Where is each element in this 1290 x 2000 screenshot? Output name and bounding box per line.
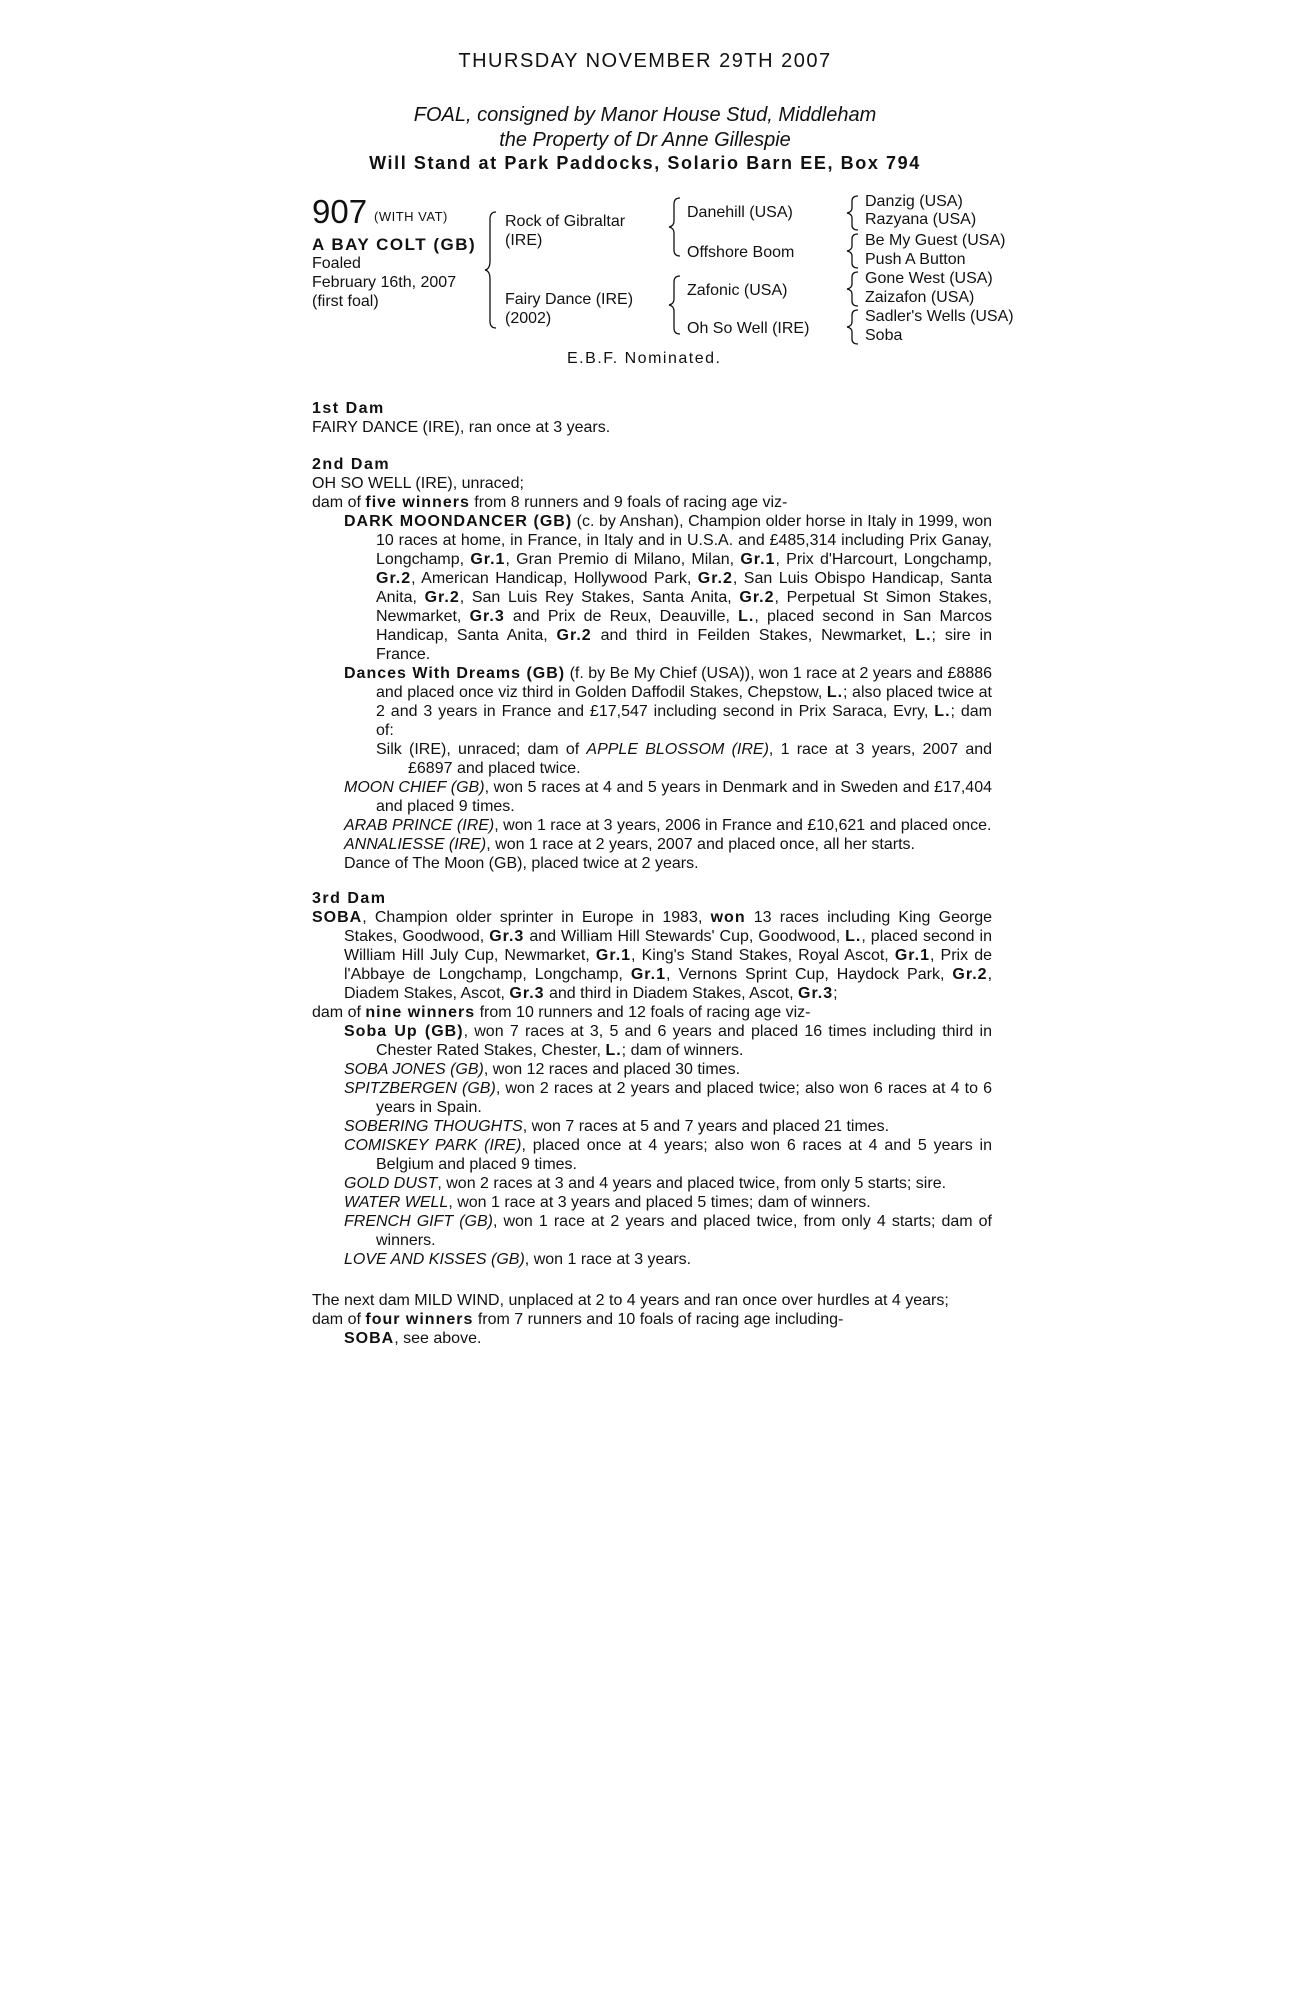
produce-annaliesse: ANNALIESSE (IRE), won 1 race at 2 years, 2007 and placed once, all her starts. [344,836,915,853]
pedigree-sire-dam: Offshore Boom [687,244,795,261]
pedigree-gen3-7: Sadler's Wells (USA) [865,308,1014,325]
second-dam-heading: 2nd Dam [312,456,391,473]
produce-dark-moondancer: DARK MOONDANCER (GB) (c. by Anshan), Champion older horse in Italy in 1999, won 10 races at home, in France, in Italy and in U.S.A. and £485,314 including Prix Ganay, Longchamp, Gr.1, Gran Premio di Milano, Milan, Gr.1, Prix d'Harcourt, Longchamp, Gr.2, American Handicap, Hollywood Park, Gr.2, San Luis Obispo Handicap, Santa Anita, Gr.2, San Luis Rey Stakes, Santa Anita, Gr.2, Perpetual St Simon Stakes, Newmarket, Gr.3 and Prix de Reux, Deauville, L., placed second in San Marcos Handicap, Santa Anita, Gr.2 and third in Feilden Stakes, Newmarket, L.; sire in France. [344,513,993,663]
produce-gold-dust: GOLD DUST, won 2 races at 3 and 4 years and placed twice, from only 5 starts; sire. [344,1175,947,1192]
produce-comiskey-park: COMISKEY PARK (IRE), placed once at 4 years; also won 6 races at 4 and 5 years in Belgium and placed 9 times. [344,1137,992,1173]
pedigree-gen3-1: Danzig (USA) [865,193,963,210]
ebf-nomination: E.B.F. Nominated. [567,350,722,367]
produce-love-and-kisses: LOVE AND KISSES (GB), won 1 race at 3 years. [344,1251,692,1268]
pedigree-dam-sire: Zafonic (USA) [687,282,788,299]
third-dam-heading: 3rd Dam [312,890,387,907]
third-dam-soba: SOBA, Champion older sprinter in Europe in 1983, won 13 races including King George Stakes, Goodwood, Gr.3 and William Hill Stewards' Cup, Goodwood, L., placed second in William Hill July Cup, Newmarket, Gr.1, King's Stand Stakes, Royal Ascot, Gr.1, Prix de l'Abbaye de Longchamp, Longchamp, Gr.1, Vernons Sprint Cup, Haydock Park, Gr.2, Diadem Stakes, Ascot, Gr.3 and third in Diadem Stakes, Ascot, Gr.3; [312,909,993,1002]
pedigree-sire-sire: Danehill (USA) [687,204,793,221]
pedigree-gen3-8: Soba [865,327,903,344]
foal-note: (first foal) [312,293,379,310]
pedigree-dam-dam: Oh So Well (IRE) [687,320,810,337]
pedigree-gen3-3: Be My Guest (USA) [865,232,1006,249]
vat-note: (WITH VAT) [374,209,448,224]
foaled-label: Foaled [312,255,361,272]
second-dam-line1: OH SO WELL (IRE), unraced; [312,475,524,492]
produce-soba-jones: SOBA JONES (GB), won 12 races and placed 30 times. [344,1061,741,1078]
pedigree-gen3-4: Push A Button [865,251,966,268]
produce-water-well: WATER WELL, won 1 race at 3 years and placed 5 times; dam of winners. [344,1194,871,1211]
second-dam-line2: dam of five winners from 8 runners and 9 foals of racing age viz- [312,494,788,511]
property-line: the Property of Dr Anne Gillespie [499,129,791,151]
lot-name: A BAY COLT (GB) [312,235,477,254]
pedigree-brace-main [484,211,498,329]
next-dam-line2: dam of four winners from 7 runners and 10 foals of racing age including- [312,1311,844,1328]
sale-date: THURSDAY NOVEMBER 29TH 2007 [458,50,832,72]
sire-suffix: (IRE) [505,232,543,249]
pedigree-brace-gen3-4 [846,309,860,345]
first-dam-text: FAIRY DANCE (IRE), ran once at 3 years. [312,419,611,436]
foaled-date: February 16th, 2007 [312,274,457,291]
pedigree-brace-gen3-3 [846,271,860,307]
dam-name: Fairy Dance (IRE) [505,291,634,308]
consignment-line: FOAL, consigned by Manor House Stud, Middleham [413,104,877,126]
horse-name: Dances With Dreams (GB) [344,665,566,682]
pedigree-brace-dam-line [668,275,682,335]
produce-dances-with-dreams: Dances With Dreams (GB) (f. by Be My Chief (USA)), won 1 race at 2 years and £8886 and placed once viz third in Golden Daffodil Stakes, Chepstow, L.; also placed twice at 2 and 3 years in France and £17,547 including second in Prix Saraca, Evry, L.; dam of: [344,665,993,739]
produce-dance-of-the-moon: Dance of The Moon (GB), placed twice at 2 years. [344,855,699,872]
pedigree-gen3-6: Zaizafon (USA) [865,289,975,306]
pedigree-gen3-2: Razyana (USA) [865,211,977,228]
produce-arab-prince: ARAB PRINCE (IRE), won 1 race at 3 years, 2006 in France and £10,621 and placed once. [344,817,992,834]
pedigree-gen3-5: Gone West (USA) [865,270,993,287]
pedigree-brace-gen3-1 [846,195,860,231]
pedigree-notes [312,385,992,1348]
third-dam-produce-line: dam of nine winners from 10 runners and 12 foals of racing age viz- [312,1004,811,1021]
pedigree-brace-sire-line [668,197,682,257]
sire-name: Rock of Gibraltar [505,213,626,230]
next-dam-line1: The next dam MILD WIND, unplaced at 2 to 4 years and ran once over hurdles at 4 years; [312,1292,949,1309]
lot-number: 907 [312,193,368,230]
location-line: Will Stand at Park Paddocks, Solario Barn EE, Box 794 [369,153,921,173]
produce-french-gift: FRENCH GIFT (GB), won 1 race at 2 years and placed twice, from only 4 starts; dam of winners. [344,1213,993,1249]
lot-block [312,195,1172,375]
first-dam-heading: 1st Dam [312,400,385,417]
produce-moon-chief: MOON CHIEF (GB), won 5 races at 4 and 5 years in Denmark and in Sweden and £17,404 and placed 9 times. [344,779,992,815]
next-dam-soba: SOBA, see above. [344,1330,482,1347]
produce-spitzbergen: SPITZBERGEN (GB), won 2 races at 2 years and placed twice; also won 6 races at 4 to 6 years in Spain. [344,1080,993,1116]
horse-name: DARK MOONDANCER (GB) [344,513,573,530]
dam-year: (2002) [505,310,552,327]
produce-silk: Silk (IRE), unraced; dam of APPLE BLOSSOM (IRE), 1 race at 3 years, 2007 and £6897 and placed twice. [376,741,993,777]
produce-sobering-thoughts: SOBERING THOUGHTS, won 7 races at 5 and 7 years and placed 21 times. [344,1118,890,1135]
pedigree-brace-gen3-2 [846,233,860,269]
produce-soba-up: Soba Up (GB), won 7 races at 3, 5 and 6 years and placed 16 times including third in Chester Rated Stakes, Chester, L.; dam of winners. [344,1023,992,1059]
